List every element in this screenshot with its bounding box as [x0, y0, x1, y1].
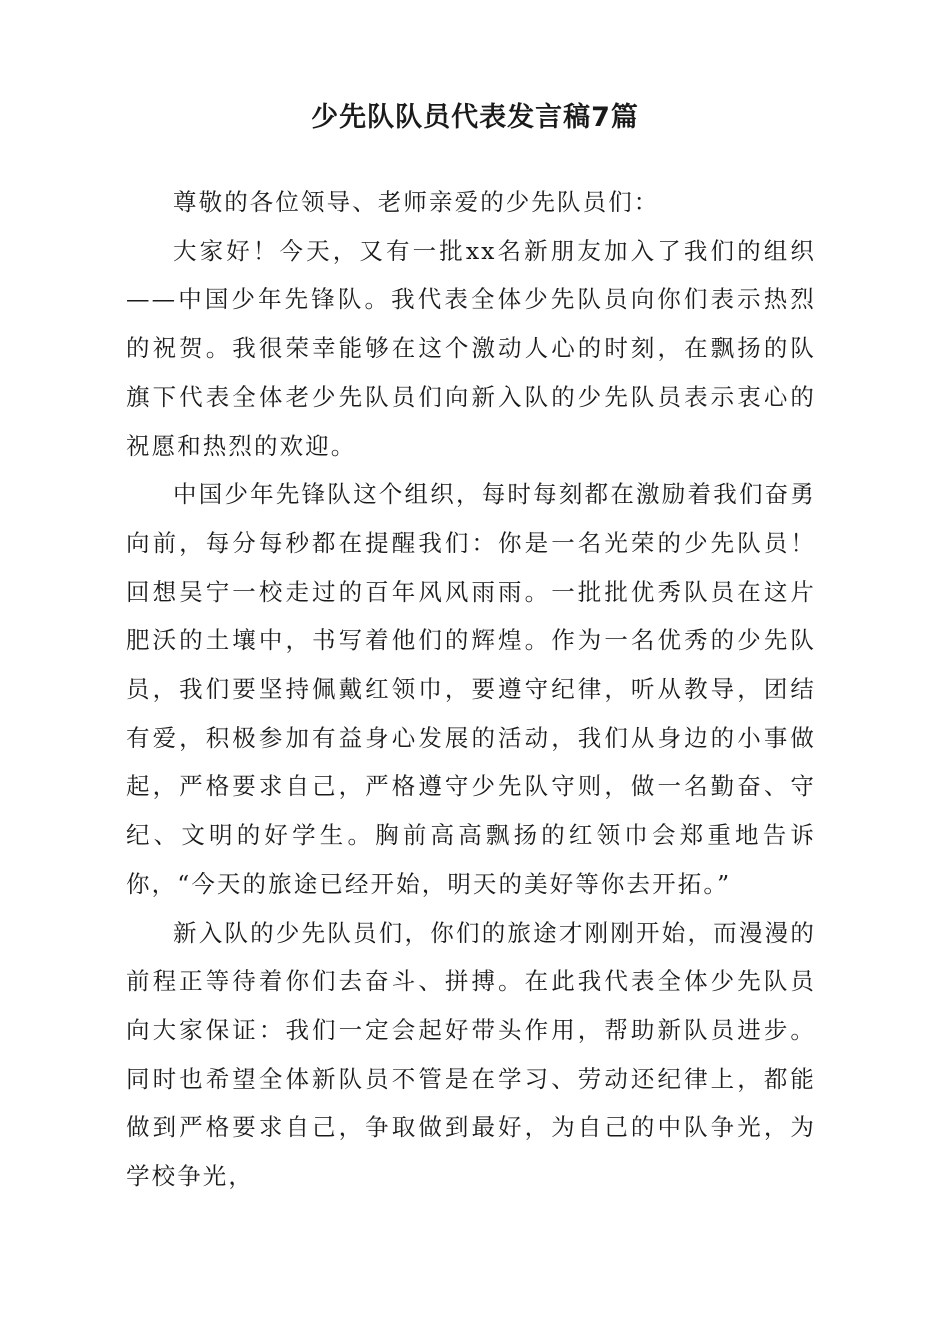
document-body	[126, 178, 816, 1201]
body-paragraph: 新入队的少先队员们，你们的旅途才刚刚开始，而漫漫的前程正等待着你们去奋斗、拼搏。在此我代表全体少先队员向大家保证：我们一定会起好带头作用，帮助新队员进步。同时也希望全体新队员不管是在学习、劳动还纪律上，都能做到严格要求自己，争取做到最好，为自己的中队争光，为学校争光，	[126, 918, 816, 1191]
body-paragraph: 大家好！今天，又有一批xx名新朋友加入了我们的组织——中国少年先锋队。我代表全体少先队员向你们表示热烈的祝贺。我很荣幸能够在这个激动人心的时刻，在飘扬的队旗下代表全体老少先队员们向新入队的少先队员表示衷心的祝愿和热烈的欢迎。	[126, 236, 816, 460]
salutation-paragraph: 尊敬的各位领导、老师亲爱的少先队员们：	[173, 188, 660, 216]
document-title: 少先队队员代表发言稿7篇	[311, 102, 639, 133]
body-paragraph: 中国少年先锋队这个组织，每时每刻都在激励着我们奋勇向前，每分每秒都在提醒我们：你是一名光荣的少先队员！回想吴宁一校走过的百年风风雨雨。一批批优秀队员在这片肥沃的土壤中，书写着他们的辉煌。作为一名优秀的少先队员，我们要坚持佩戴红领巾，要遵守纪律，听从教导，团结有爱，积极参加有益身心发展的活动，我们从身边的小事做起，严格要求自己，严格遵守少先队守则，做一名勤奋、守纪、文明的好学生。胸前高高飘扬的红领巾会郑重地告诉你，“今天的旅途已经开始，明天的美好等你去开拓。”	[126, 480, 816, 898]
